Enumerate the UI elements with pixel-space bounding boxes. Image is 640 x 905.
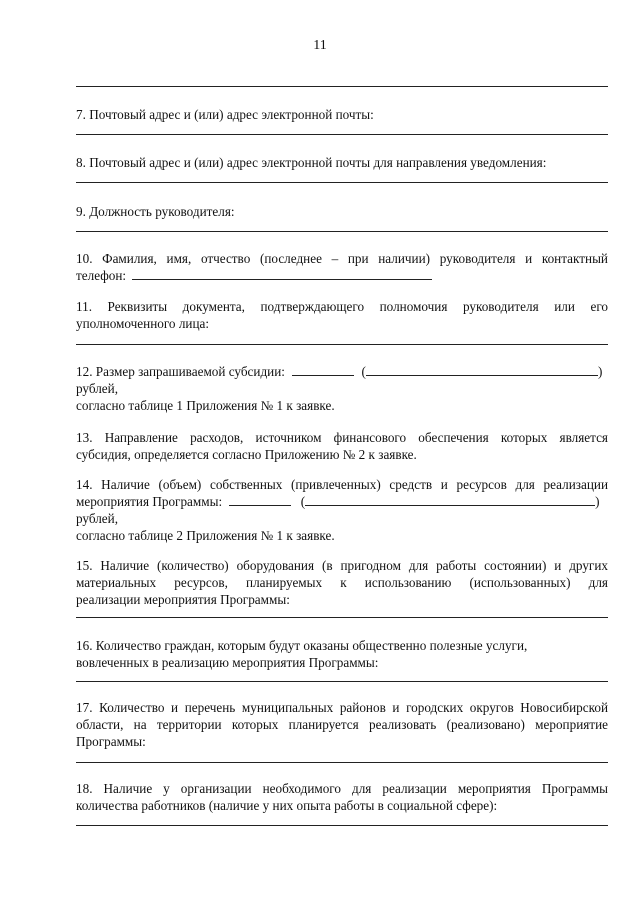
open-bracket: ( <box>361 364 366 379</box>
fill-line <box>76 134 608 135</box>
item-13-line-1: 13. Направление расходов, источником финансового обеспечения которых является <box>76 430 608 445</box>
item-14-line-4: согласно таблице 2 Приложения № 1 к заявке. <box>76 528 335 543</box>
page-number: 11 <box>313 38 327 53</box>
item-15-line-1: 15. Наличие (количество) оборудования (в пригодном для работы состоянии) и других <box>76 558 608 573</box>
item-15-line-2: материальных ресурсов, планируемых к использованию (использованных) для <box>76 575 608 590</box>
fill-line <box>76 182 608 183</box>
item-14-line-2 <box>76 493 608 510</box>
item-17-line-2: области, на территории которых планируется реализовать (реализовано) мероприятие <box>76 717 608 732</box>
item-10-line-1: 10. Фамилия, имя, отчество (последнее – при наличии) руководителя и контактный <box>76 251 608 266</box>
fill-line <box>76 344 608 345</box>
fill-line <box>76 825 608 826</box>
item-8-label: 8. Почтовый адрес и (или) адрес электронной почты для направления уведомления: <box>76 155 547 170</box>
item-17-line-3: Программы: <box>76 734 146 749</box>
item-14-line-3: рублей, <box>76 511 119 526</box>
item-12-line-2: рублей, <box>76 381 119 396</box>
close-bracket: ) <box>597 364 603 379</box>
item-12-line-3: согласно таблице 1 Приложения № 1 к заявке. <box>76 398 335 413</box>
fill-line <box>76 681 608 682</box>
subsidy-amount-line <box>292 363 354 376</box>
item-9-label: 9. Должность руководителя: <box>76 204 235 219</box>
item-16-line-2: вовлеченных в реализацию мероприятия Программы: <box>76 655 379 670</box>
item-10-phone-label: телефон: <box>76 268 127 283</box>
item-17-line-1: 17. Количество и перечень муниципальных районов и городских округов Новосибирской <box>76 700 608 715</box>
own-funds-amount-line <box>229 493 291 506</box>
fill-line <box>76 231 608 232</box>
item-15-line-3: реализации мероприятия Программы: <box>76 592 290 607</box>
item-18-line-2: количества работников (наличие у них опыта работы в социальной сфере): <box>76 798 498 813</box>
item-16-line-1: 16. Количество граждан, которым будут оказаны общественно полезные услуги, <box>76 638 528 653</box>
item-12-subsidy-label: 12. Размер запрашиваемой субсидии: <box>76 364 285 379</box>
fill-line <box>76 86 608 87</box>
fill-line <box>76 617 608 618</box>
open-bracket: ( <box>300 494 306 509</box>
item-11-line-2: уполномоченного лица: <box>76 316 210 331</box>
phone-fill-line <box>132 267 432 280</box>
fill-line <box>76 762 608 763</box>
item-13-line-2: субсидия, определяется согласно Приложению № 2 к заявке. <box>76 447 417 462</box>
item-18-line-1: 18. Наличие у организации необходимого для реализации мероприятия Программы <box>76 781 608 796</box>
item-10-line-2 <box>76 267 608 284</box>
item-11-line-1: 11. Реквизиты документа, подтверждающего полномочия руководителя или его <box>76 299 608 314</box>
subsidy-words-line <box>366 363 598 376</box>
item-14-label: мероприятия Программы: <box>76 494 223 509</box>
item-14-line-1: 14. Наличие (объем) собственных (привлеченных) средств и ресурсов для реализации <box>76 477 608 492</box>
item-12-line-1 <box>76 363 608 380</box>
close-bracket: ) <box>595 494 600 509</box>
own-funds-words-line <box>305 493 595 506</box>
item-7-label: 7. Почтовый адрес и (или) адрес электронной почты: <box>76 107 374 122</box>
